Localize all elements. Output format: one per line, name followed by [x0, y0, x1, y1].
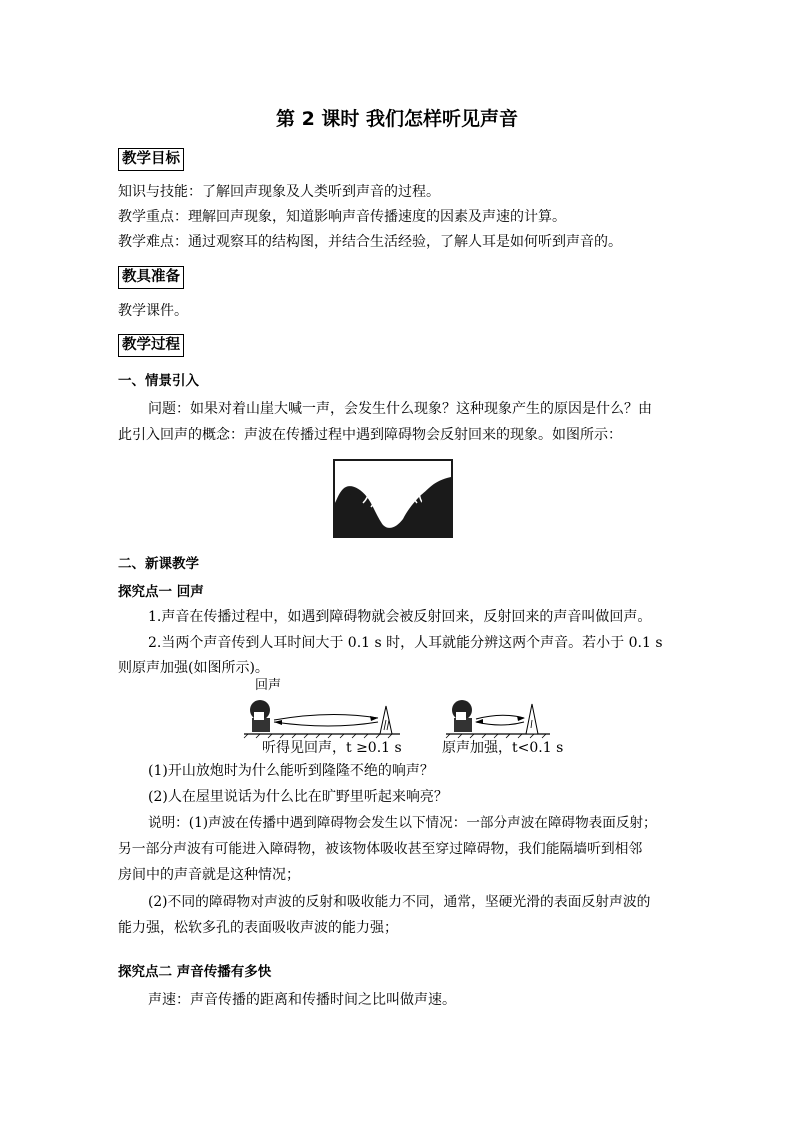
person-right-icon [452, 700, 472, 732]
part2-heading: 二、新课教学 [118, 556, 199, 572]
section-teaching-tools: 教具准备 [118, 266, 184, 289]
goal-difficulty: 教学难点：通过观察耳的结构图，并结合生活经验，了解人耳是如何听到声音的。 [118, 234, 622, 250]
explain-line2: 另一部分声波有可能进入障碍物，被该物体吸收甚至穿过障碍物，我们能隔墙听到相邻 [118, 841, 643, 857]
explain-line3: 房间中的声音就是这种情况； [118, 867, 300, 883]
speed-definition: 声速：声音传播的距离和传播时间之比叫做声速。 [148, 992, 456, 1008]
goal-knowledge: 知识与技能：了解回声现象及人类听到声音的过程。 [118, 184, 440, 200]
part1-heading: 一、情景引入 [118, 373, 199, 389]
question-1: (1)开山放炮时为什么能听到隆隆不绝的响声？ [148, 763, 434, 779]
page-title: 第 2 课时 我们怎样听见声音 [275, 108, 519, 130]
point1-p2a: 2.当两个声音传到人耳时间大于 0.1 s 时，人耳就能分辨这两个声音。若小于 0.1 s [148, 635, 663, 651]
goal-focus: 教学重点：理解回声现象，知道影响声音传播速度的因素及声速的计算。 [118, 209, 566, 225]
tools-text: 教学课件。 [118, 303, 188, 319]
point1-heading: 探究点一 回声 [118, 584, 204, 600]
section-teaching-process: 教学过程 [118, 334, 184, 357]
caption-sound-stronger: 原声加强，t<0.1 s [442, 740, 564, 756]
section-teaching-goals: 教学目标 [118, 148, 184, 171]
part1-line1: 问题：如果对着山崖大喊一声，会发生什么现象？这种现象产生的原因是什么？由 [148, 401, 652, 417]
caption-hear-echo: 听得见回声，t ≥0.1 s [262, 740, 402, 756]
question-2: (2)人在屋里说话为什么比在旷野里听起来响亮？ [148, 789, 448, 805]
explain-line4: (2)不同的障碍物对声波的反射和吸收能力不同，通常，坚硬光滑的表面反射声波的 [148, 894, 651, 910]
explain-line1: 说明：(1)声波在传播中遇到障碍物会发生以下情况：一部分声波在障碍物表面反射； [148, 815, 657, 831]
echo-figure-label: 回声 [255, 678, 282, 693]
part1-line2: 此引入回声的概念：声波在传播过程中遇到障碍物会反射回来的现象。如图所示： [118, 427, 622, 443]
point1-p1: 1.声音在传播过程中，如遇到障碍物就会被反射回来，反射回来的声音叫做回声。 [148, 609, 652, 625]
person-left-icon [250, 700, 270, 732]
point2-heading: 探究点二 声音传播有多快 [118, 964, 272, 980]
point1-p2b: 则原声加强(如图所示)。 [118, 660, 269, 676]
explain-line5: 能力强，松软多孔的表面吸收声波的能力强； [118, 920, 398, 936]
echo-canyon-figure [333, 459, 453, 538]
